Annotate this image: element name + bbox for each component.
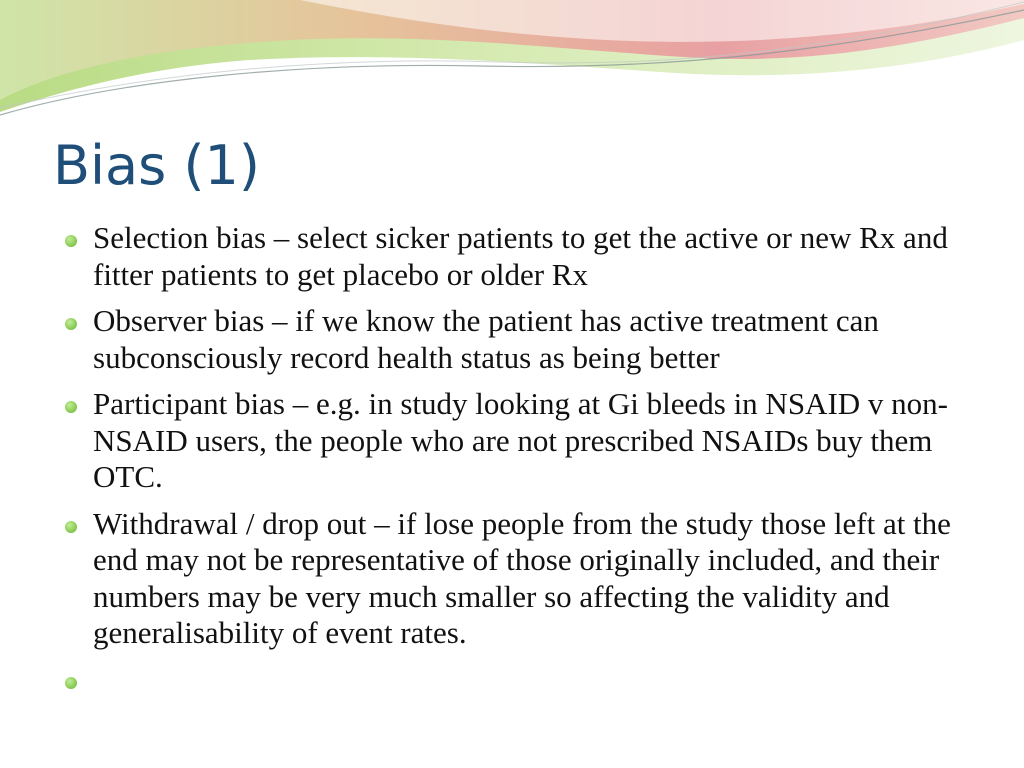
bullet-list <box>62 220 972 708</box>
bullet-text: Observer bias – if we know the patient has active treatment can subconsciously record health status as being better <box>93 303 879 375</box>
bullet-dot-icon <box>65 401 77 413</box>
bullet-dot-icon <box>65 318 77 330</box>
bullet-text: Withdrawal / drop out – if lose people from the study those left at the end may not be representative of those originally included, and their numbers may be very much smaller so affecting the validity and generalisability of event rates. <box>93 505 951 650</box>
header-banner <box>0 0 1024 130</box>
bullet-item-participant-bias <box>62 386 972 496</box>
bullet-text: Selection bias – select sicker patients to get the active or new Rx and fitter patients to get placebo or older Rx <box>93 220 948 292</box>
bullet-text: Participant bias – e.g. in study looking at Gi bleeds in NSAID v non-NSAID users, the people who are not prescribed NSAIDs buy them OTC. <box>93 386 948 494</box>
bullet-item-selection-bias <box>62 220 972 293</box>
bullet-item-withdrawal <box>62 506 972 652</box>
bullet-dot-icon <box>65 521 77 533</box>
bullet-text <box>93 662 972 699</box>
bullet-dot-icon <box>65 235 77 247</box>
bullet-item-empty <box>62 662 972 699</box>
bullet-dot-icon <box>65 677 77 689</box>
bullet-item-observer-bias <box>62 303 972 376</box>
slide-title: Bias (1) <box>53 134 260 197</box>
